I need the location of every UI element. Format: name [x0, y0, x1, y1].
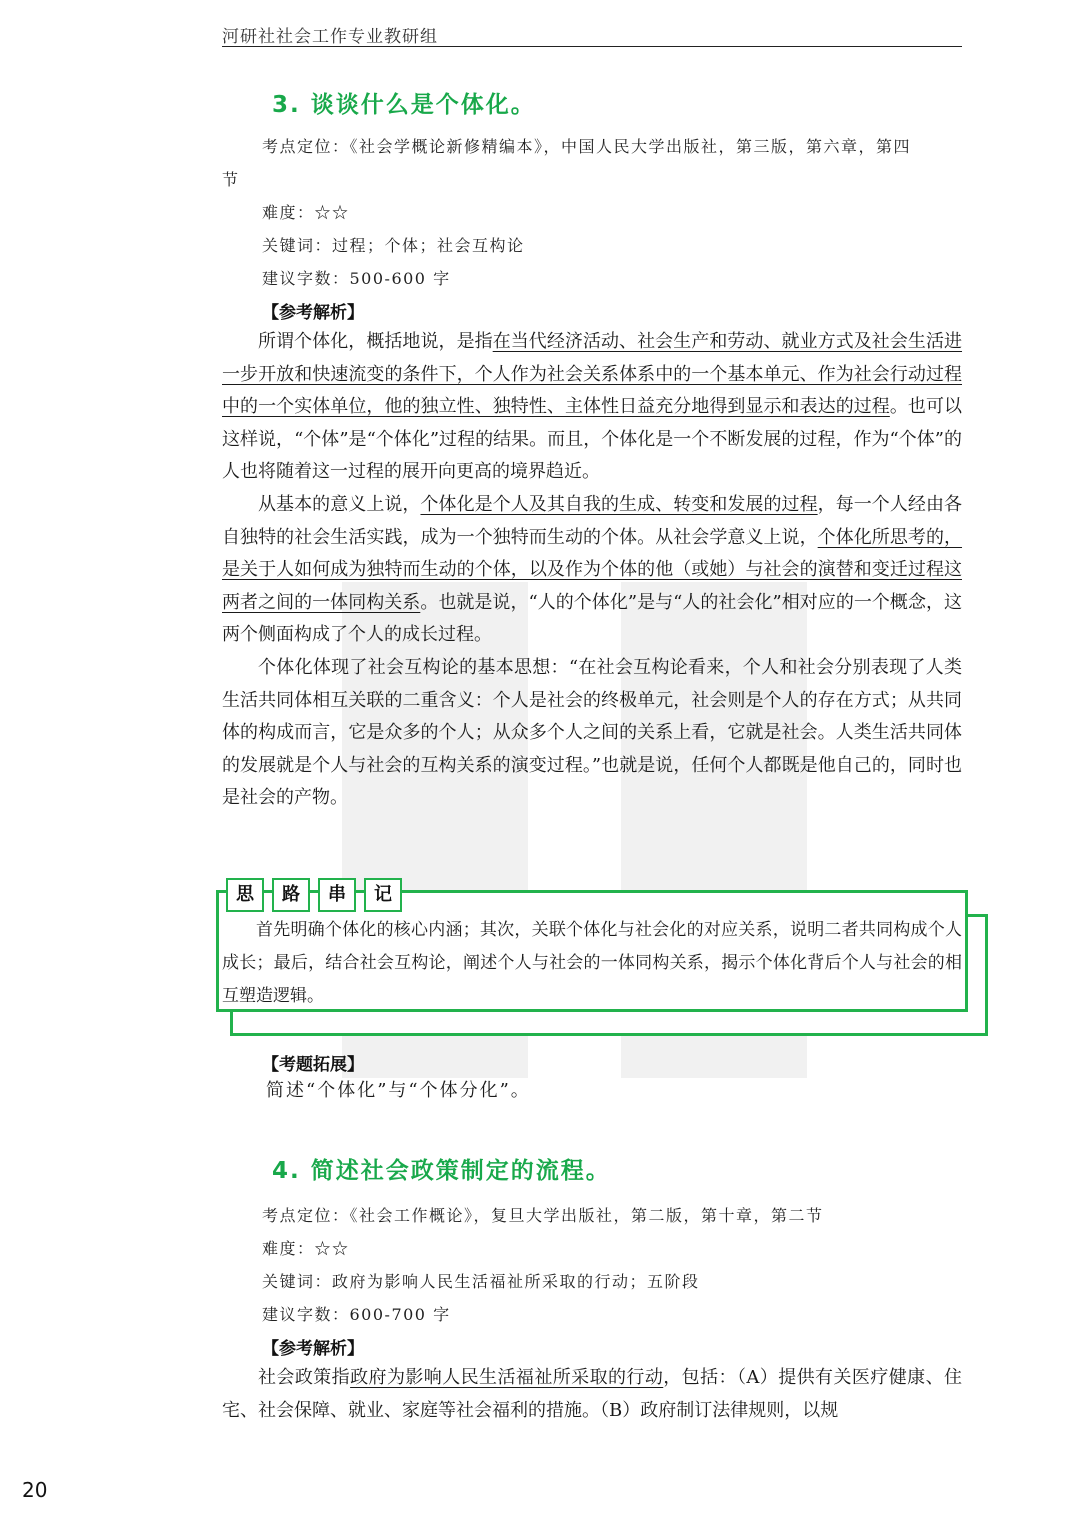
page-number: 20: [22, 1478, 48, 1502]
summary-tab: 思: [226, 878, 264, 912]
text-run: 从基本的意义上说，: [258, 493, 421, 515]
question-3-answer: [222, 326, 962, 815]
summary-tab: 记: [364, 878, 402, 912]
extension-heading: 【考题拓展】: [262, 1055, 364, 1075]
answer-paragraph: [222, 1362, 962, 1427]
question-3-title: 3. 谈谈什么是个体化。: [272, 92, 536, 118]
header-divider: [222, 46, 962, 47]
answer-paragraph: [222, 326, 962, 489]
exam-location-continued: 节: [222, 170, 240, 189]
summary-paragraph: 首先明确个体化的核心内涵；其次，关联个体化与社会化的对应关系，说明二者共同构成个人成长；最后，结合社会互构论，阐述个人与社会的一体同构关系，揭示个体化背后个人与社会的相互塑造逻辑。: [222, 920, 962, 1006]
text-run: 。也就是说，“人的个体化”是与“人的社会化”相对应的一个概念，这两个侧面构成了个人的成长过程。: [222, 591, 962, 646]
underlined-text: 在当代经济活动、社会生产和劳动、就业方式及社会生活进一步开放和快速流变的条件下，个人作为社会关系体系中的一个基本单元、作为社会行动过程中的一个实体单位，他的独立性、独特性、主体性日益充分地得到显示和表达的过程: [222, 331, 963, 418]
question-4-title: 4. 简述社会政策制定的流程。: [272, 1158, 611, 1184]
header-title: 河研社社会工作专业教研组: [222, 27, 438, 47]
analysis-heading: 【参考解析】: [262, 303, 364, 323]
question-4-meta: [222, 1199, 962, 1331]
text-run: 。也可以这样说，“个体”是“个体化”过程的结果。而且，个体化是一个不断发展的过程，作为“个体”的人也将随着这一过程的展开向更高的境界趋近。: [222, 396, 963, 483]
text-run: ，包括：（A）提供有关医疗健康、住宅、社会保障、就业、家庭等社会福利的措施。（B）政府制订法律规则，以规: [222, 1367, 962, 1421]
keywords: 关键词：政府为影响人民生活福祉所采取的行动；五阶段: [262, 1272, 700, 1291]
answer-paragraph: [222, 489, 962, 652]
question-4-answer: [222, 1362, 962, 1427]
summary-text: [222, 914, 962, 1013]
summary-tab: 路: [272, 878, 310, 912]
exam-location: 考点定位：《社会工作概论》，复旦大学出版社，第二版，第十章，第二节: [262, 1206, 824, 1225]
underlined-text: 个体化所思考的，是关于人如何成为独特而生动的个体，以及作为个体的他（或她）与社会的演替和变迁过程这两者之间的一体同构关系: [222, 526, 963, 613]
text-run: 所谓个体化，概括地说，是指: [258, 331, 493, 352]
summary-tab: 串: [318, 878, 356, 912]
keywords: 关键词：过程；个体；社会互构论: [262, 236, 525, 255]
underlined-text: 政府为影响人民生活福祉所采取的行动: [350, 1367, 664, 1388]
underlined-text: 个体化是个人及其自我的生成、转变和发展的过程: [420, 493, 818, 515]
question-3-meta: [222, 130, 962, 295]
summary-box-tabs: [226, 878, 402, 912]
difficulty: 难度：☆☆: [262, 1239, 350, 1258]
analysis-heading: 【参考解析】: [262, 1339, 364, 1359]
text-run: ，每一个人经由各自独特的社会生活实践，成为一个独特而生动的个体。从社会学意义上说，: [222, 493, 963, 548]
word-count: 建议字数：500-600 字: [262, 269, 451, 288]
text-run: 社会政策指: [258, 1367, 351, 1388]
difficulty: 难度：☆☆: [262, 203, 350, 222]
exam-location: 考点定位：《社会学概论新修精编本》，中国人民大学出版社，第三版，第六章，第四: [262, 137, 912, 156]
extension-text: 简述“个体化”与“个体分化”。: [266, 1080, 531, 1101]
word-count: 建议字数：600-700 字: [262, 1305, 451, 1324]
answer-paragraph: 个体化体现了社会互构论的基本思想：“在社会互构论看来，个人和社会分别表现了人类生活共同体相互关联的二重含义：个人是社会的终极单元，社会则是个人的存在方式；从共同体的构成而言，它是众多的个人；从众多个人之间的关系上看，它就是社会。人类生活共同体的发展就是个人与社会的互构关系的演变过程。”也就是说，任何个人都既是他自己的，同时也是社会的产物。: [222, 656, 962, 809]
